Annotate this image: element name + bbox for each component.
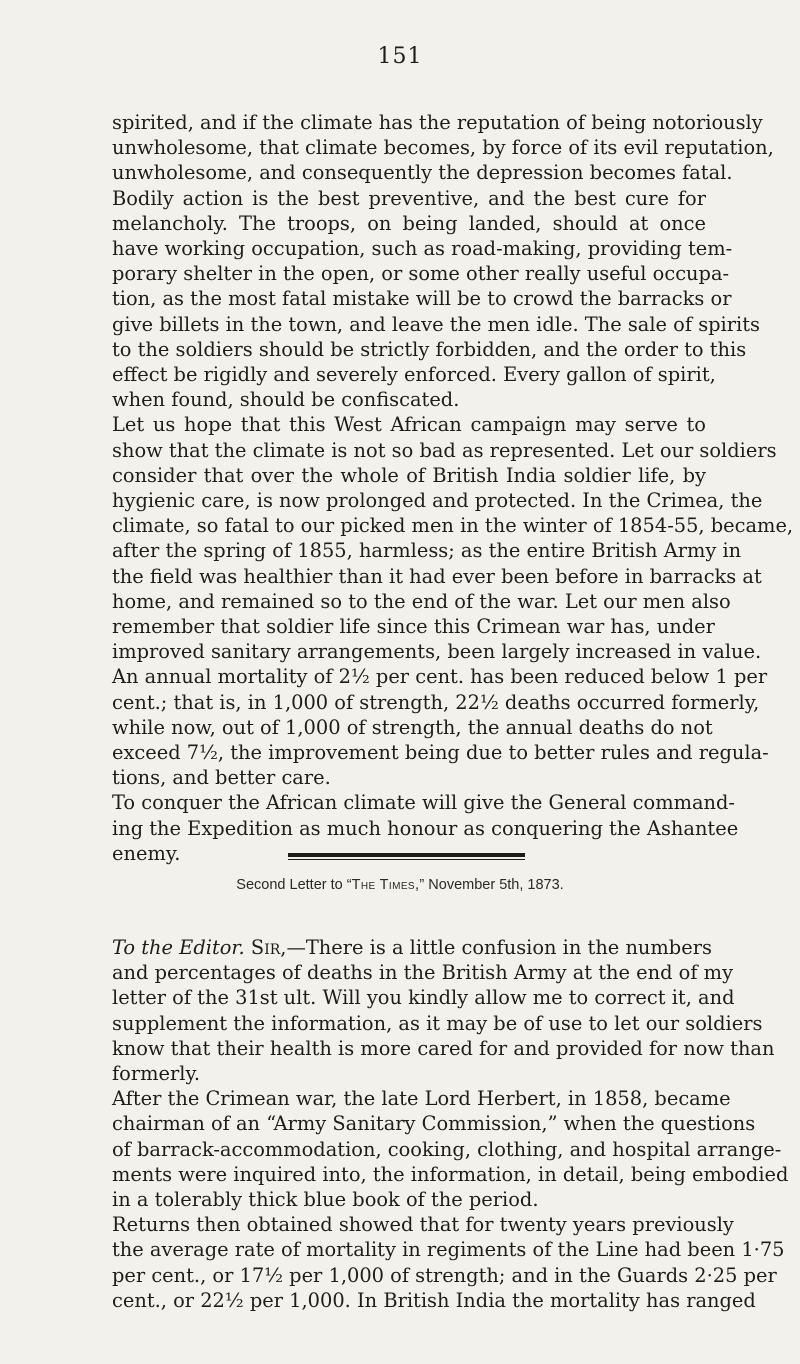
text-line: and percentages of deaths in the British Army at the end of my: [112, 961, 734, 985]
text-line: chairman of an “Army Sanitary Commission,” when the questions: [112, 1112, 756, 1136]
text-line: ing the Expedition as much honour as conquering the Ashantee: [112, 816, 739, 840]
text-line: know that their health is more cared for and provided for now than: [112, 1036, 775, 1060]
body-text-upper: [112, 110, 794, 866]
salutation-sir: Sir,: [250, 936, 287, 959]
text-line: effect be rigidly and severely enforced. Every gallon of spirit,: [112, 363, 716, 387]
text-line: show that the climate is not so bad as represented. Let our soldiers: [112, 438, 777, 462]
text-line: Returns then obtained showed that for twenty years previously: [112, 1213, 734, 1237]
text-line: spirited, and if the climate has the reputation of being notoriously: [112, 111, 763, 134]
text-line: remember that soldier life since this Crimean war has, under: [112, 615, 715, 639]
paragraph: [112, 110, 774, 412]
page-number: 151: [377, 44, 423, 69]
text-line: unwholesome, that climate becomes, by force of its evil reputation,: [112, 136, 774, 160]
text-line: hygienic care, is now prolonged and protected. In the Crimea, the: [112, 489, 763, 513]
letter-heading-date: ” November 5th, 1873.: [419, 877, 564, 893]
text-line: Bodily action is the best preventive, and the best cure for: [112, 186, 706, 210]
text-line: the average rate of mortality in regiments of the Line had been 1·75: [112, 1238, 785, 1262]
text-line: to the soldiers should be strictly forbidden, and the order to this: [112, 337, 747, 361]
text-line: give billets in the town, and leave the men idle. The sale of spirits: [112, 312, 760, 336]
text-line: consider that over the whole of British India soldier life, by: [112, 463, 706, 487]
text-line: tion, as the most fatal mistake will be to crowd the barracks or: [112, 287, 732, 311]
text-line: after the spring of 1855, harmless; as the entire British Army in: [112, 539, 742, 563]
text-line: the field was healthier than it had ever been before in barracks at: [112, 564, 762, 588]
text-line: unwholesome, and consequently the depression becomes fatal.: [112, 161, 733, 185]
text-line: cent., or 22½ per 1,000. In British India the mortality has ranged: [112, 1288, 756, 1312]
text-line: home, and remained so to the end of the war. Let our men also: [112, 589, 731, 613]
text-line: An annual mortality of 2½ per cent. has been reduced below 1 per: [112, 665, 768, 689]
text-line: formerly.: [112, 1062, 200, 1086]
section-divider-rule: [288, 853, 525, 860]
paragraph: [112, 412, 794, 790]
text-line: porary shelter in the open, or some other really useful occupa-: [112, 262, 730, 286]
letter-heading-prefix: Second Letter to “: [236, 877, 352, 893]
text-line: while now, out of 1,000 of strength, the annual deaths do not: [112, 715, 713, 739]
text-line: ments were inquired into, the information, in detail, being embodied: [112, 1162, 789, 1186]
text-line: melancholy. The troops, on being landed, should at once: [112, 211, 706, 235]
letter-body: [112, 935, 789, 1313]
letter-more-paragraphs: [112, 1086, 789, 1313]
text-line: per cent., or 17½ per 1,000 of strength; and in the Guards 2·25 per: [112, 1263, 777, 1287]
letter-paragraph: [112, 935, 775, 1086]
text-line: tions, and better care.: [112, 766, 331, 790]
text-line: [112, 935, 712, 960]
text-line: exceed 7½, the improvement being due to better rules and regula-: [112, 741, 769, 765]
text-line: cent.; that is, in 1,000 of strength, 22½ deaths occurred formerly,: [112, 690, 760, 714]
text-line: letter of the 31st ult. Will you kindly allow me to correct it, and: [112, 986, 735, 1010]
text-line: improved sanitary arrangements, been largely increased in value.: [112, 640, 762, 664]
paragraph: [112, 1212, 785, 1313]
text-line: Let us hope that this West African campaign may serve to: [112, 413, 706, 437]
text-line: enemy.: [112, 841, 181, 865]
letter-paragraph-rest: [112, 960, 775, 1086]
text-line: After the Crimean war, the late Lord Herbert, in 1858, became: [112, 1087, 731, 1111]
text-line: climate, so fatal to our picked men in the winter of 1854-55, became,: [112, 514, 794, 538]
text-line: when found, should be confiscated.: [112, 388, 460, 412]
text-line: in a tolerably thick blue book of the period.: [112, 1188, 539, 1212]
paragraph: [112, 1086, 789, 1212]
letter-heading: [0, 877, 800, 893]
text-line: supplement the information, as it may be of use to let our soldiers: [112, 1011, 763, 1035]
text-line: of barrack-accommodation, cooking, clothing, and hospital arrange-: [112, 1137, 782, 1161]
first-line-text: —There is a little confusion in the numbers: [286, 936, 712, 959]
text-line: To conquer the African climate will give the General command-: [112, 791, 735, 815]
salutation: To the Editor.: [112, 936, 245, 959]
newspaper-name: The Times,: [351, 877, 420, 893]
text-line: have working occupation, such as road-making, providing tem-: [112, 237, 733, 261]
